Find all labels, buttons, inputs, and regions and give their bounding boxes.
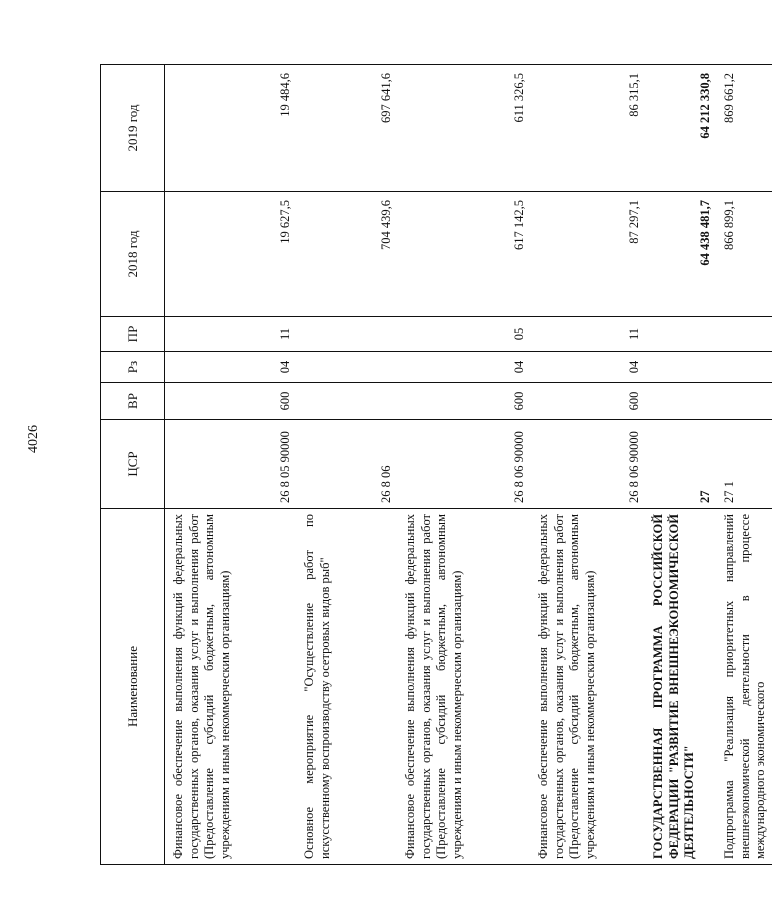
- table-frame: [100, 65, 767, 865]
- row-pr: [716, 317, 772, 352]
- row-csr: 26 8 06 90000: [397, 420, 530, 509]
- row-2019: 19 484,6: [165, 65, 297, 192]
- row-2019: 869 661,2: [716, 65, 772, 192]
- row-pr: [645, 317, 716, 352]
- header-vr: ВР: [101, 383, 165, 420]
- budget-table-container: [100, 65, 767, 865]
- row-rz: 04: [530, 352, 645, 383]
- row-csr: 27: [645, 420, 716, 509]
- row-csr: 27 1: [716, 420, 772, 509]
- header-csr: ЦСР: [101, 420, 165, 509]
- row-vr: [716, 383, 772, 420]
- row-rz: 04: [165, 352, 297, 383]
- row-vr: 600: [530, 383, 645, 420]
- header-2019: 2019 год: [101, 65, 165, 192]
- row-pr: 11: [530, 317, 645, 352]
- row-rz: 04: [397, 352, 530, 383]
- row-2018: 704 439,6: [296, 192, 397, 317]
- row-vr: [645, 383, 716, 420]
- row-2018: 87 297,1: [530, 192, 645, 317]
- row-csr: 26 8 06: [296, 420, 397, 509]
- row-name: Финансовое обеспечение выполнения функций федеральных государственных органов, оказания услуг и выполнения работ (Предоставление субсидий бюджетным, автономным учреждениям и иным некоммерческим организациям): [397, 509, 530, 865]
- row-rz: [296, 352, 397, 383]
- row-2018: 866 899,1: [716, 192, 772, 317]
- row-csr: 26 8 06 90000: [530, 420, 645, 509]
- header-pr: ПР: [101, 317, 165, 352]
- table-row-program: [645, 65, 716, 865]
- budget-table: [100, 64, 772, 865]
- table-row: [165, 65, 297, 865]
- row-2018: 64 438 481,7: [645, 192, 716, 317]
- table-header-row: [101, 65, 165, 865]
- row-vr: 600: [165, 383, 297, 420]
- row-rz: [645, 352, 716, 383]
- row-pr: [296, 317, 397, 352]
- header-2018: 2018 год: [101, 192, 165, 317]
- row-2019: 64 212 330,8: [645, 65, 716, 192]
- row-pr: 11: [165, 317, 297, 352]
- page-number: 4026: [26, 425, 41, 453]
- row-vr: 600: [397, 383, 530, 420]
- table-row: [397, 65, 530, 865]
- row-2019: 86 315,1: [530, 65, 645, 192]
- row-rz: [716, 352, 772, 383]
- table-row: [716, 65, 772, 865]
- row-pr: 05: [397, 317, 530, 352]
- row-2018: 617 142,5: [397, 192, 530, 317]
- row-csr: 26 8 05 90000: [165, 420, 297, 509]
- table-row: [296, 65, 397, 865]
- row-2019: 611 326,5: [397, 65, 530, 192]
- row-2019: 697 641,6: [296, 65, 397, 192]
- header-name: Наименование: [101, 509, 165, 865]
- header-rz: Рз: [101, 352, 165, 383]
- row-name: Финансовое обеспечение выполнения функций федеральных государственных органов, оказания услуг и выполнения работ (Предоставление субсидий бюджетным, автономным учреждениям и иным некоммерческим организациям): [530, 509, 645, 865]
- row-name: Подпрограмма "Реализация приоритетных направлений внешнеэкономической деятельности в процессе международного экономического: [716, 509, 772, 865]
- row-name: ГОСУДАРСТВЕННАЯ ПРОГРАММА РОССИЙСКОЙ ФЕДЕРАЦИИ "РАЗВИТИЕ ВНЕШНЕЭКОНОМИЧЕСКОЙ ДЕЯТЕЛЬНОСТИ": [645, 509, 716, 865]
- table-row: [530, 65, 645, 865]
- row-vr: [296, 383, 397, 420]
- row-name: Финансовое обеспечение выполнения функций федеральных государственных органов, оказания услуг и выполнения работ (Предоставление субсидий бюджетным, автономным учреждениям и иным некоммерческим организациям): [165, 509, 297, 865]
- row-2018: 19 627,5: [165, 192, 297, 317]
- row-name: Основное мероприятие "Осуществление работ по искусственному воспроизводству осетровых видов рыб": [296, 509, 397, 865]
